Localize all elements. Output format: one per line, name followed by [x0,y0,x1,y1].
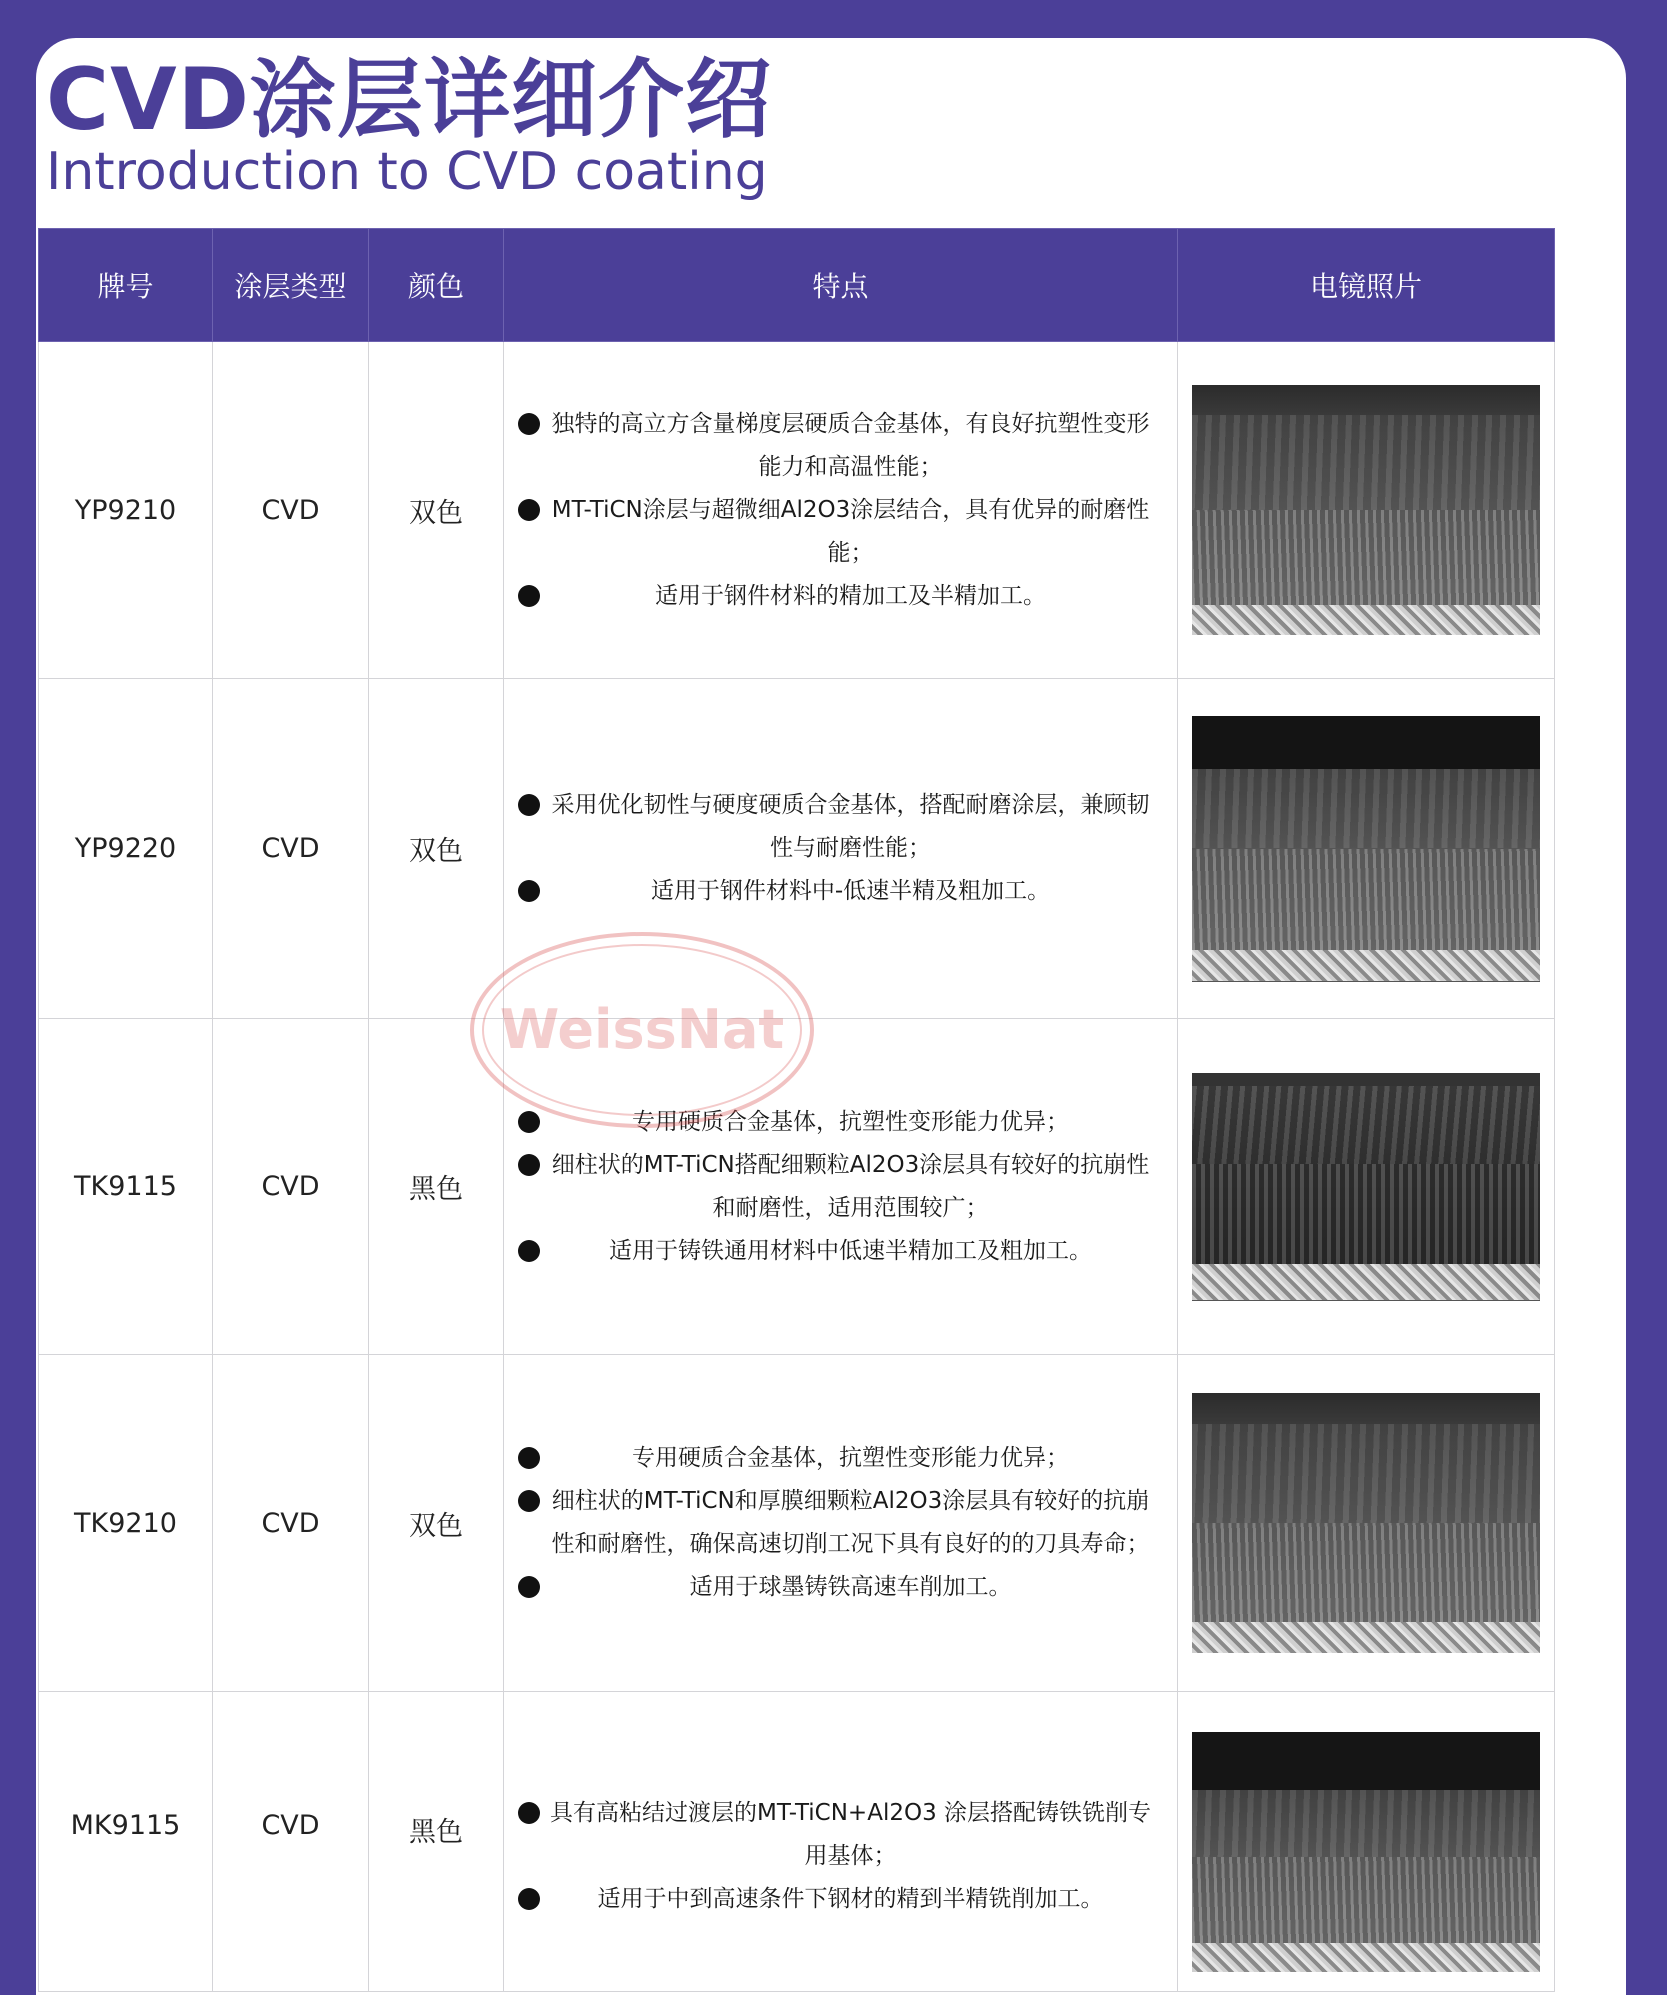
photo-cell [1178,679,1555,1019]
photo-cell [1178,1355,1555,1692]
table-row [39,1019,1555,1355]
table-row [39,1355,1555,1692]
color-cell: 双色 [369,1355,504,1692]
col-header-photo: 电镜照片 [1178,229,1555,342]
sem-photo [1192,385,1540,635]
features-cell [504,1019,1178,1355]
type-cell: CVD [213,679,369,1019]
type-cell: CVD [213,1355,369,1692]
col-header-features: 特点 [504,229,1178,342]
sem-photo [1192,1393,1540,1653]
color-cell: 双色 [369,342,504,679]
feature-item: MT-TiCN涂层与超微细Al2O3涂层结合，具有优异的耐磨性能； [518,489,1153,575]
table-row [39,342,1555,679]
grade-cell: TK9210 [39,1355,213,1692]
feature-item: 适用于钢件材料的精加工及半精加工。 [518,575,1153,618]
color-cell: 黑色 [369,1019,504,1355]
photo-cell [1178,342,1555,679]
table-row [39,1692,1555,1992]
feature-item: 细柱状的MT-TiCN搭配细颗粒Al2O3涂层具有较好的抗崩性和耐磨性，适用范围较广； [518,1144,1153,1230]
feature-item: 专用硬质合金基体，抗塑性变形能力优异； [518,1437,1153,1480]
coating-table [38,228,1555,1992]
col-header-type: 涂层类型 [213,229,369,342]
page-subtitle: Introduction to CVD coating [46,142,768,202]
grade-cell: TK9115 [39,1019,213,1355]
color-cell: 双色 [369,679,504,1019]
feature-item: 独特的高立方含量梯度层硬质合金基体，有良好抗塑性变形能力和高温性能； [518,403,1153,489]
features-cell [504,1355,1178,1692]
col-header-grade: 牌号 [39,229,213,342]
grade-cell: YP9220 [39,679,213,1019]
feature-item: 适用于铸铁通用材料中低速半精加工及粗加工。 [518,1230,1153,1273]
features-cell [504,342,1178,679]
feature-item: 采用优化韧性与硬度硬质合金基体，搭配耐磨涂层，兼顾韧性与耐磨性能； [518,784,1153,870]
feature-item: 专用硬质合金基体，抗塑性变形能力优异； [518,1101,1153,1144]
grade-cell: YP9210 [39,342,213,679]
watermark-text: WeissNat [499,998,785,1061]
feature-item: 适用于钢件材料中-低速半精及粗加工。 [518,870,1153,913]
page-title: CVD涂层详细介绍 [46,50,773,150]
feature-item: 适用于中到高速条件下钢材的精到半精铣削加工。 [518,1878,1153,1921]
features-cell [504,679,1178,1019]
feature-item: 适用于球墨铸铁高速车削加工。 [518,1566,1153,1609]
grade-cell: MK9115 [39,1692,213,1992]
color-cell: 黑色 [369,1692,504,1992]
features-cell [504,1692,1178,1992]
sem-photo [1192,716,1540,982]
table-row [39,679,1555,1019]
photo-cell [1178,1692,1555,1992]
type-cell: CVD [213,1019,369,1355]
sem-photo [1192,1732,1540,1972]
col-header-color: 颜色 [369,229,504,342]
type-cell: CVD [213,342,369,679]
feature-item: 具有高粘结过渡层的MT-TiCN+Al2O3 涂层搭配铸铁铣削专用基体； [518,1792,1153,1878]
type-cell: CVD [213,1692,369,1992]
table-header-row [39,229,1555,342]
feature-item: 细柱状的MT-TiCN和厚膜细颗粒Al2O3涂层具有较好的抗崩性和耐磨性，确保高速切削工况下具有良好的的刀具寿命； [518,1480,1153,1566]
sem-photo [1192,1073,1540,1301]
photo-cell [1178,1019,1555,1355]
